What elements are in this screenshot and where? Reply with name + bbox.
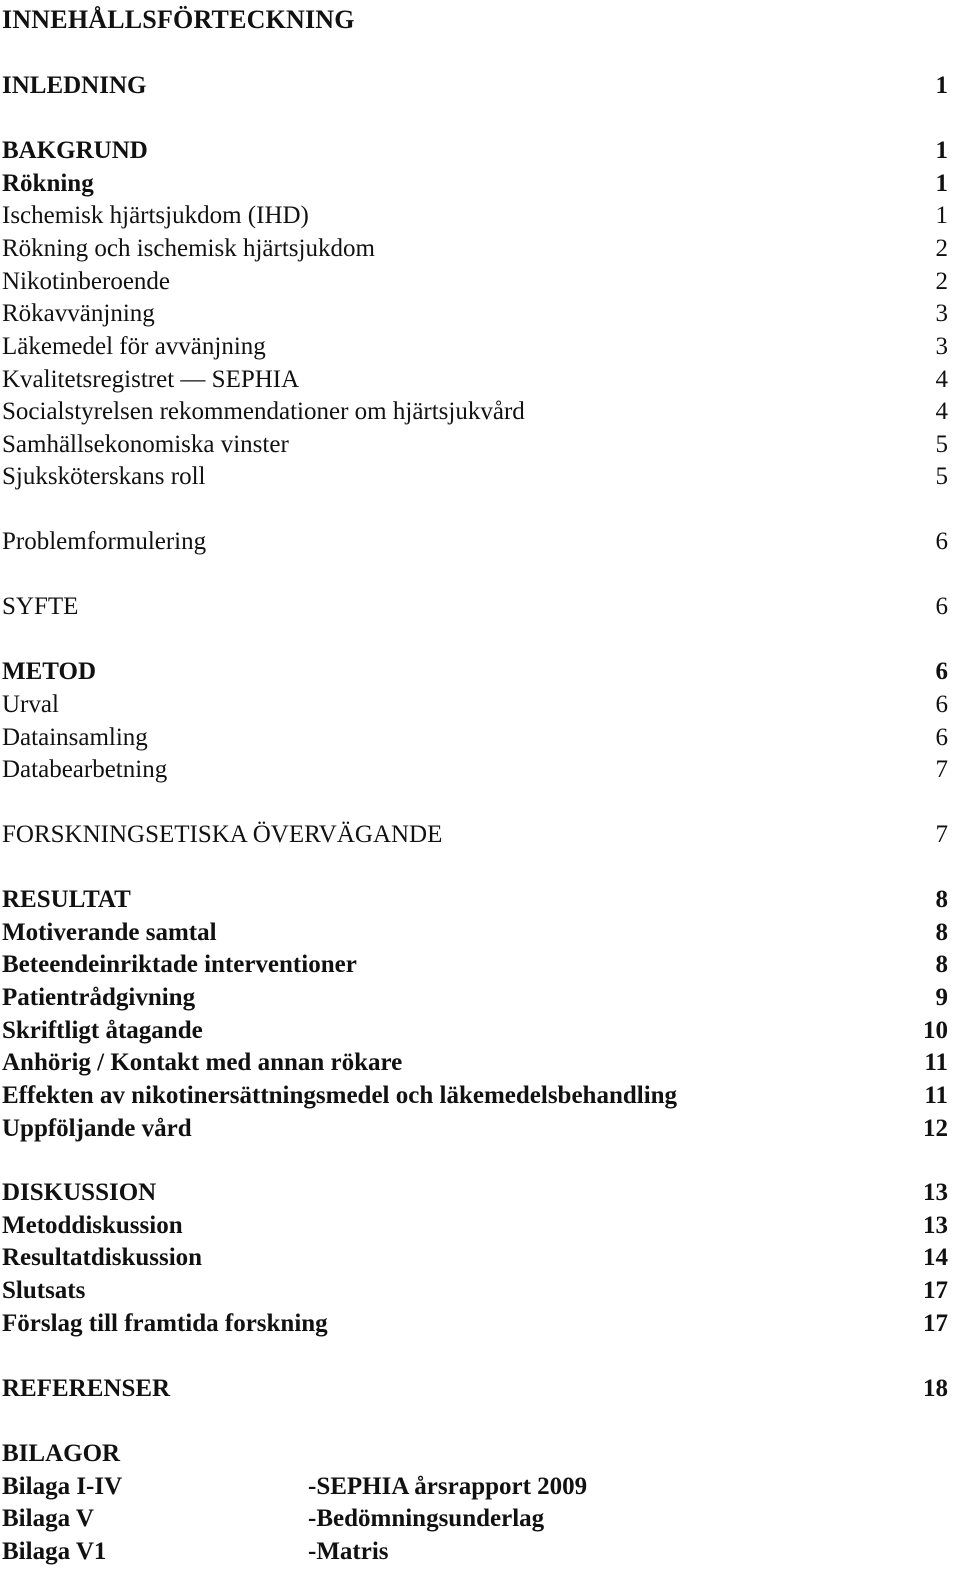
- toc-entry-label: Beteendeinriktade interventioner: [2, 951, 357, 978]
- toc-entry-label: Databearbetning: [2, 756, 168, 783]
- toc-entry-label: Socialstyrelsen rekommendationer om hjärtsjukvård: [2, 398, 525, 425]
- toc-entry-page-number: 8: [935, 886, 948, 913]
- toc-entry: [2, 689, 948, 721]
- toc-entry-page-number: 13: [923, 1212, 948, 1239]
- toc-entry: [2, 1210, 948, 1242]
- toc-entry-page-number: 8: [935, 951, 948, 978]
- toc-entry: [2, 1047, 948, 1079]
- toc-entry-label: REFERENSER: [2, 1375, 171, 1402]
- toc-entry-page-number: 1: [935, 202, 948, 229]
- toc-entry: [2, 591, 948, 623]
- toc-entry-page-number: 6: [935, 691, 948, 718]
- toc-entry-page-number: 18: [923, 1375, 948, 1402]
- toc-entry: [2, 982, 948, 1014]
- toc-entry-page-number: 5: [935, 463, 948, 490]
- toc-entry-page-number: 11: [924, 1082, 948, 1109]
- toc-entry: [2, 200, 948, 232]
- toc-entry-label: Kvalitetsregistret — SEPHIA: [2, 366, 300, 393]
- toc-entry-page-number: 3: [935, 300, 948, 327]
- toc-entry: [2, 429, 948, 461]
- toc-title: INNEHÅLLSFÖRTECKNING: [2, 5, 355, 34]
- toc-entry-page-number: 17: [923, 1277, 948, 1304]
- appendix-item-name: Bilaga V1: [2, 1538, 107, 1565]
- toc-entry-page-number: 8: [935, 919, 948, 946]
- toc-entry: [2, 884, 948, 916]
- toc-entry-page-number: 3: [935, 333, 948, 360]
- appendix-item: [2, 1503, 902, 1535]
- toc-entry-page-number: 17: [923, 1310, 948, 1337]
- appendix-item-description: -Matris: [308, 1538, 389, 1565]
- toc-entry-label: Slutsats: [2, 1277, 86, 1304]
- toc-entry: [2, 1015, 948, 1047]
- toc-entry-page-number: 7: [935, 756, 948, 783]
- toc-entry: [2, 526, 948, 558]
- toc-entry: [2, 266, 948, 298]
- toc-entry-page-number: 13: [923, 1179, 948, 1206]
- toc-entry-page-number: 6: [935, 528, 948, 555]
- toc-entry-page-number: 7: [935, 821, 948, 848]
- toc-entry: [2, 917, 948, 949]
- toc-entry-label: Sjuksköterskans roll: [2, 463, 206, 490]
- toc-entry-label: Skriftligt åtagande: [2, 1017, 203, 1044]
- toc-entry: [2, 364, 948, 396]
- toc-entry-label: Nikotinberoende: [2, 268, 171, 295]
- toc-entry-label: BAKGRUND: [2, 137, 148, 164]
- appendix-item: [2, 1536, 902, 1568]
- appendix-item: [2, 1471, 902, 1503]
- toc-entry-label: Samhällsekonomiska vinster: [2, 431, 289, 458]
- toc-entry-label: Urval: [2, 691, 59, 718]
- toc-entry-label: Motiverande samtal: [2, 919, 217, 946]
- toc-entry-label: Uppföljande vård: [2, 1115, 192, 1142]
- appendix-item-description: -Bedömningsunderlag: [308, 1505, 545, 1532]
- toc-entry-label: Ischemisk hjärtsjukdom (IHD): [2, 202, 309, 229]
- toc-entry-label: METOD: [2, 658, 96, 685]
- toc-entry: [2, 1242, 948, 1274]
- toc-entry-page-number: 6: [935, 724, 948, 751]
- toc-entry-label: Rökavvänjning: [2, 300, 155, 327]
- toc-entry-label: RESULTAT: [2, 886, 131, 913]
- toc-entry-page-number: 10: [923, 1017, 948, 1044]
- toc-entry-label: Metoddiskussion: [2, 1212, 183, 1239]
- toc-entry: [2, 298, 948, 330]
- toc-entry: [2, 754, 948, 786]
- toc-entry-label: SYFTE: [2, 593, 79, 620]
- toc-entry: [2, 461, 948, 493]
- toc-entry-label: INLEDNING: [2, 72, 147, 99]
- toc-entry-page-number: 6: [935, 593, 948, 620]
- toc-entry: [2, 949, 948, 981]
- toc-entry-page-number: 1: [935, 137, 948, 164]
- toc-entry-page-number: 4: [935, 366, 948, 393]
- toc-entry: [2, 819, 948, 851]
- toc-entry-label: Effekten av nikotinersättningsmedel och läkemedelsbehandling: [2, 1082, 678, 1109]
- toc-entry: [2, 331, 948, 363]
- toc-entry: [2, 1275, 948, 1307]
- toc-entry: [2, 722, 948, 754]
- toc-entry-page-number: 12: [923, 1115, 948, 1142]
- appendix-item-name: Bilaga I-IV: [2, 1473, 123, 1500]
- toc-entry-page-number: 4: [935, 398, 948, 425]
- toc-entry: [2, 168, 948, 200]
- toc-entry-label: Förslag till framtida forskning: [2, 1310, 328, 1337]
- toc-entry: [2, 1177, 948, 1209]
- toc-entry: [2, 396, 948, 428]
- toc-entry-page-number: 2: [935, 235, 948, 262]
- toc-entry-page-number: 1: [935, 72, 948, 99]
- appendix-item-name: Bilaga V: [2, 1505, 94, 1532]
- toc-entry-label: Problemformulering: [2, 528, 207, 555]
- toc-entry: [2, 1373, 948, 1405]
- toc-entry-label: Resultatdiskussion: [2, 1244, 203, 1271]
- toc-entry-page-number: 9: [935, 984, 948, 1011]
- toc-entry-page-number: 5: [935, 431, 948, 458]
- toc-entry-page-number: 1: [935, 170, 948, 197]
- toc-entry: [2, 656, 948, 688]
- toc-entry-page-number: 11: [924, 1049, 948, 1076]
- toc-entry-label: Datainsamling: [2, 724, 148, 751]
- toc-entry-page-number: 2: [935, 268, 948, 295]
- toc-entry-label: Patientrådgivning: [2, 984, 196, 1011]
- toc-entry-label: Rökning: [2, 170, 94, 197]
- toc-entry-label: FORSKNINGSETISKA ÖVERVÄGANDE: [2, 821, 443, 848]
- toc-entry-label: Anhörig / Kontakt med annan rökare: [2, 1049, 403, 1076]
- appendix-heading: BILAGOR: [2, 1440, 121, 1467]
- toc-entry: [2, 1113, 948, 1145]
- toc-entry-label: DISKUSSION: [2, 1179, 157, 1206]
- toc-entry: [2, 1308, 948, 1340]
- toc-entry: [2, 233, 948, 265]
- toc-entry: [2, 1080, 948, 1112]
- toc-entry-page-number: 6: [935, 658, 948, 685]
- toc-entry: [2, 135, 948, 167]
- toc-entry-label: Rökning och ischemisk hjärtsjukdom: [2, 235, 375, 262]
- appendix-item-description: -SEPHIA årsrapport 2009: [308, 1473, 588, 1500]
- toc-entry: [2, 70, 948, 102]
- toc-entry-label: Läkemedel för avvänjning: [2, 333, 266, 360]
- toc-entry-page-number: 14: [923, 1244, 948, 1271]
